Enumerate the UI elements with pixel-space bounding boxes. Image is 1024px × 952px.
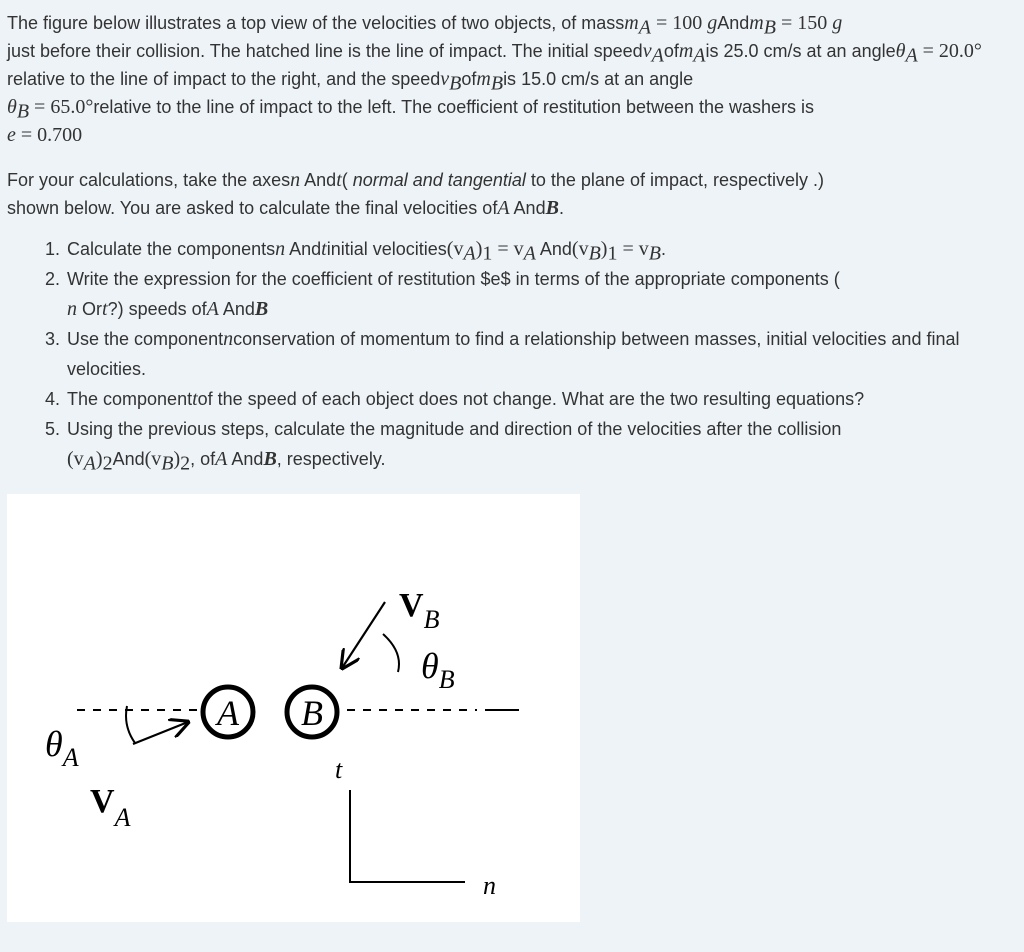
calc-instructions: For your calculations, take the axesn Andt( normal and tangential to the plane of impact, respectively .) shown below. You are asked to calculate the final velocities ofA AndB.	[7, 169, 825, 219]
intro-text-2: just before their collision. The hatched line is the line of impact. The initial speed	[7, 41, 643, 61]
disk-b-label: B	[301, 693, 323, 733]
intro-text-1: The figure below illustrates a top view of the velocities of two objects, of mass	[7, 13, 625, 33]
step-1: 1. Calculate the componentsn Andtinitial $velocities(v_A)_1 = v_A$ $And(v_B)_1 = v_B$.	[65, 234, 1024, 264]
step-4: 4. The componenttof the speed of each object does not change. What are the two resulting equations?	[65, 384, 1024, 414]
velocity-a-label: $V_A$	[90, 783, 131, 832]
step-3: 3. Use the componentnconservation of momentum to find a relationship between masses, initial velocities and final velocities.	[65, 324, 1024, 384]
collision-diagram-svg	[7, 494, 580, 922]
steps-list	[40, 234, 1024, 474]
intro-text-3: relative to the line of impact to the left. The coefficient of restitution between the washers is	[93, 97, 815, 117]
n-axis-label: n	[483, 871, 496, 900]
problem-intro: The figure below illustrates a top view of the velocities of two objects, of massm$_A$ = 100 gAndm$_B$ = 150 g just before their collision. The hatched line is the line of impact. The initial speedv$_A$ofm$_A$is 25.0 cm/s at an angleθ$_A$ = 20.0° relative to the line of impact to the right, and the speedv$_B$ofm$_B$is 15.0 cm/s at an angle $\theta_B$ = 65.0°relative to the line of impact to the left. The coefficient of restitution between the washers is e = 0.700	[7, 12, 982, 146]
theta-a-label: $\theta_A$	[45, 724, 79, 772]
theta-a-arc	[126, 706, 135, 743]
t-axis-label: t	[335, 755, 343, 784]
step-5: 5. Using the previous steps, calculate the magnitude and direction of the velocities after the collision $(v_A)_2And(v_B)_2$, ofA AndB, respectively.	[65, 414, 1024, 474]
theta-b-label: $\theta_B$	[421, 646, 455, 694]
disk-a-label: A	[217, 693, 239, 733]
step-2: 2. Write the expression for the coefficient of restitution $e$ in terms of the appropriate components ( n Ort?) speeds ofA AndB	[65, 264, 1024, 324]
velocity-b-label: $V_B$	[399, 587, 440, 634]
theta-b-arc	[383, 634, 399, 672]
collision-diagram	[7, 494, 580, 922]
velocity-a-arrow	[133, 722, 188, 744]
velocity-b-arrow	[342, 602, 385, 668]
